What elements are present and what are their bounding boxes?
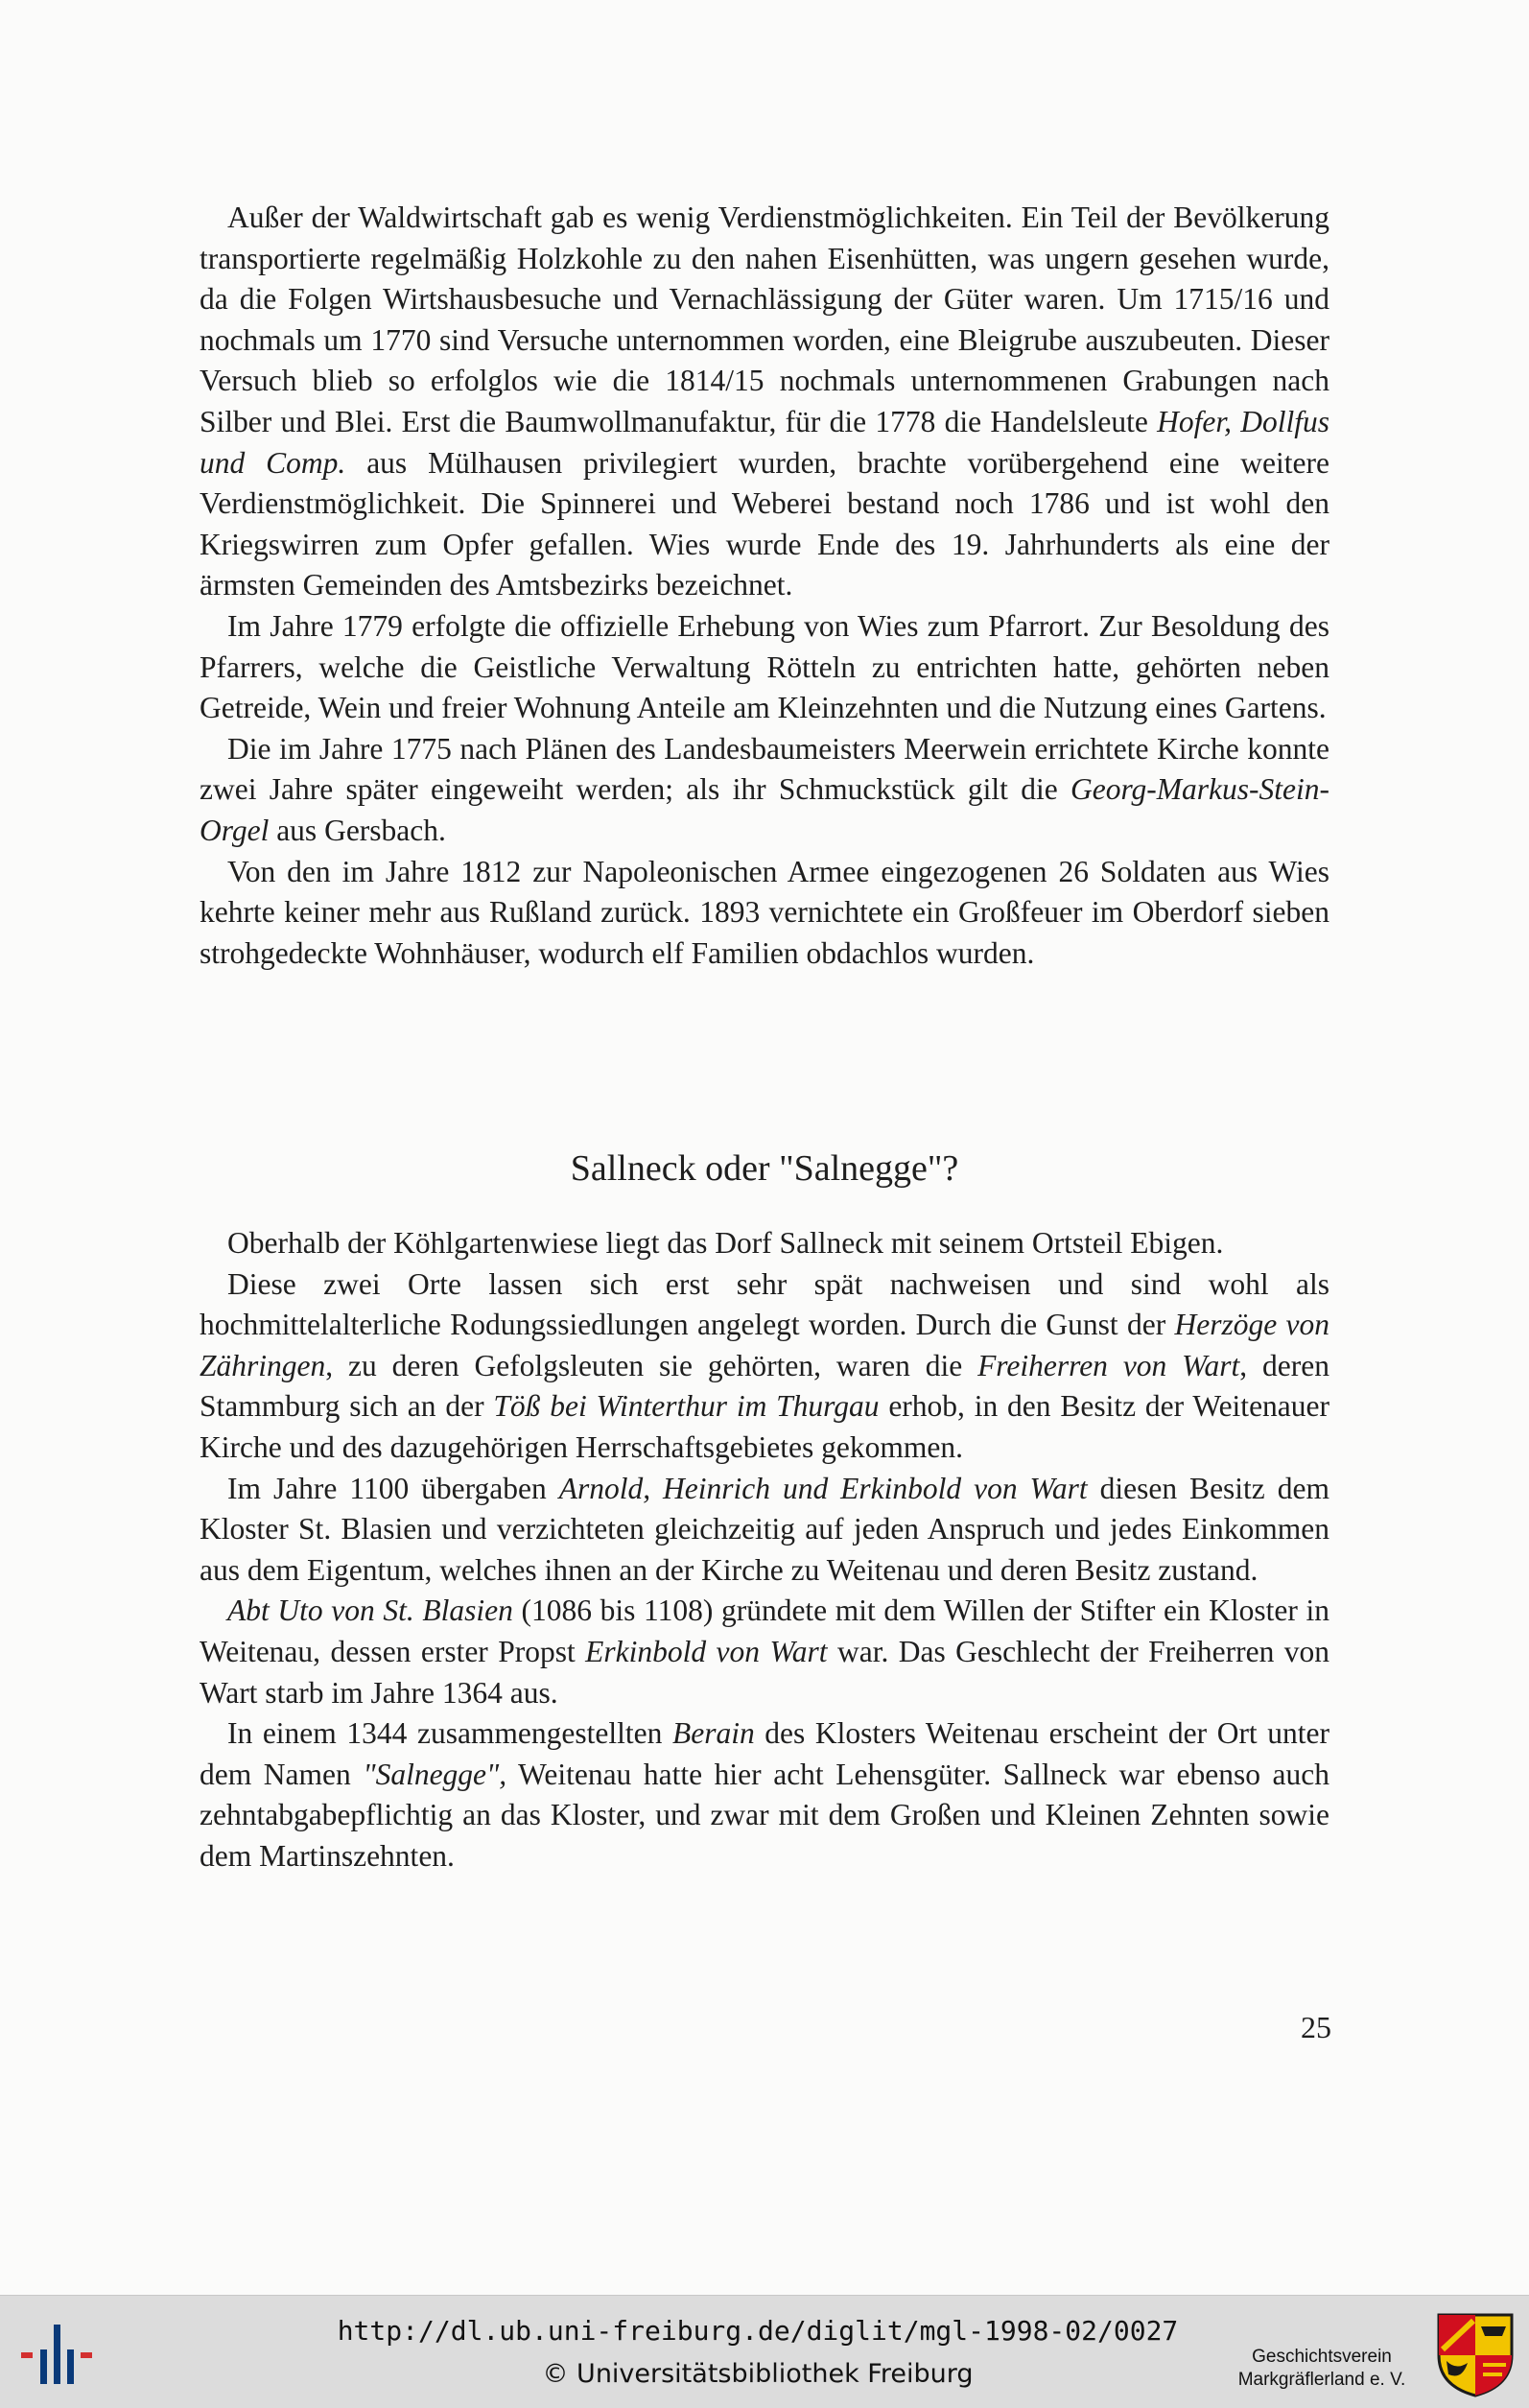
text-run: war. Das Geschlecht der Freiherren von Wart starb im Jahre 1364 aus. bbox=[200, 1634, 1330, 1710]
paragraph bbox=[200, 1469, 1329, 1592]
society-name bbox=[1216, 2346, 1427, 2392]
section-heading: Sallneck oder "Salnegge"? bbox=[570, 1148, 959, 1189]
text-run: , deren Stammburg sich an der bbox=[200, 1348, 1330, 1424]
italic-text: Abt Uto von St. Blasien bbox=[227, 1594, 513, 1628]
italic-text: Georg-Markus-Stein-Orgel bbox=[200, 772, 1329, 847]
italic-text: Herzöge von Zähringen bbox=[200, 1308, 1329, 1382]
copyright-notice: © Universitätsbibliothek Freiburg bbox=[542, 2359, 974, 2389]
text-block-sallneck bbox=[200, 1223, 1329, 1877]
paragraph bbox=[200, 1223, 1329, 1264]
viewer-footer bbox=[0, 2295, 1529, 2408]
text-run: Im Jahre 1779 erfolgte die offizielle Erhebung von Wies zum Pfarrort. Zur Besoldung des Pfarrers, welche die Geistliche Verwaltung Rötteln zu entrichten hatte, gehörten neben Getreide, Wein und freier Wohnung Anteile am Kleinzehnten und die Nutzung eines Gartens. bbox=[200, 608, 1329, 725]
italic-text: Hofer, Dollfus und Comp. bbox=[200, 404, 1330, 480]
paragraph bbox=[200, 852, 1329, 975]
society-name-line-2: Markgräflerland e. V. bbox=[1237, 2370, 1406, 2390]
text-run: erhob, in den Besitz der Weitenauer Kirche und des dazugehörigen Herrschaftsgebietes gekommen. bbox=[200, 1389, 1329, 1464]
italic-text: Freiherren von Wart bbox=[977, 1348, 1240, 1382]
text-block-wies bbox=[200, 198, 1329, 974]
text-run: In einem 1344 zusammengestellten bbox=[227, 1716, 672, 1751]
paragraph bbox=[200, 198, 1329, 606]
text-run: (1086 bis 1108) gründete mit dem Willen der Stifter ein Kloster in Weitenau, dessen erster Propst bbox=[200, 1594, 1329, 1668]
text-run: Diese zwei Orte lassen sich erst sehr spät nachweisen und sind wohl als hochmittelalterliche Rodungssiedlungen angelegt worden. Durch die Gunst der bbox=[200, 1266, 1329, 1342]
italic-text: Arnold, Heinrich und Erkinbold von Wart bbox=[558, 1471, 1088, 1505]
paragraph bbox=[200, 1713, 1329, 1877]
text-run: Die im Jahre 1775 nach Plänen des Landesbaumeisters Meerwein errichtete Kirche konnte zwei Jahre später eingeweiht werden; als ihr Schmuckstück gilt die bbox=[200, 731, 1329, 807]
text-run: aus Gersbach. bbox=[269, 813, 446, 847]
text-run: des Klosters Weitenau erscheint der Ort unter dem Namen bbox=[200, 1716, 1329, 1791]
paragraph bbox=[200, 606, 1329, 729]
text-run: , zu deren Gefolgsleuten sie gehörten, waren die bbox=[325, 1348, 978, 1382]
page-number: 25 bbox=[1301, 2010, 1331, 2044]
ub-freiburg-logo-icon[interactable] bbox=[19, 2321, 96, 2388]
text-run: Außer der Waldwirtschaft gab es wenig Verdienstmöglichkeiten. Ein Teil der Bevölkerung transportierte regelmäßig Holzkohle zu den nahen Eisenhütten, was ungern gesehen wurde, da die Folgen Wirtshausbesuche und Vernachlässigung der Güter waren. Um 1715/16 und nochmals um 1770 sind Versuche unternommen worden, eine Bleigrube auszubeuten. Dieser Versuch blieb so erfolglos wie die 1814/15 nochmals unternommenen Grabungen nach Silber und Blei. Erst die Baumwollmanufaktur, für die 1778 die Handelsleute bbox=[200, 201, 1329, 438]
society-name-line-1: Geschichtsverein bbox=[1252, 2347, 1392, 2367]
paragraph bbox=[200, 1264, 1329, 1469]
paragraph bbox=[200, 1591, 1329, 1713]
text-run: Weitenau hatte hier acht Lehensgüter. Sallneck war ebenso auch zehntabgabepflichtig an das Kloster, und zwar mit dem Großen und Kleinen Zehnten sowie dem Martinszehnten. bbox=[200, 1757, 1329, 1873]
italic-text: Berain bbox=[671, 1716, 755, 1751]
text-run: aus Mülhausen privilegiert wurden, brachte vorübergehend eine weitere Verdienstmöglichkeit. Die Spinnerei und Weberei bestand noch 1786 und ist wohl den Kriegswirren zum Opfer gefallen. Wies wurde Ende des 19. Jahrhunderts als eine der ärmsten Gemeinden des Amtsbezirks bezeichnet. bbox=[200, 445, 1329, 602]
italic-text: Erkinbold von Wart bbox=[585, 1634, 828, 1668]
paragraph bbox=[200, 729, 1329, 852]
document-url-link[interactable]: http://dl.ub.uni-freiburg.de/diglit/mgl-1998-02/0027 bbox=[337, 2315, 1179, 2347]
italic-text: "Salnegge", bbox=[363, 1757, 507, 1791]
text-run: Oberhalb der Köhlgartenwiese liegt das Dorf Sallneck mit seinem Ortsteil Ebigen. bbox=[227, 1226, 1224, 1260]
italic-text: Töß bei Winterthur im Thurgau bbox=[493, 1389, 880, 1424]
text-run: Im Jahre 1100 übergaben bbox=[227, 1471, 559, 1505]
text-run: diesen Besitz dem Kloster St. Blasien und verzichteten gleichzeitig auf jeden Anspruch und jedes Einkommen aus dem Eigentum, welches ihnen an der Kirche zu Weitenau und deren Besitz zustand. bbox=[200, 1471, 1329, 1587]
text-run: Von den im Jahre 1812 zur Napoleonischen Armee eingezogenen 26 Soldaten aus Wies kehrte keiner mehr aus Rußland zurück. 1893 vernichtete ein Großfeuer im Oberdorf sieben strohgedeckte Wohnhäuser, wodurch elf Familien obdachlos wurden. bbox=[200, 854, 1329, 970]
markgraeflerland-crest-icon[interactable] bbox=[1435, 2311, 1516, 2397]
